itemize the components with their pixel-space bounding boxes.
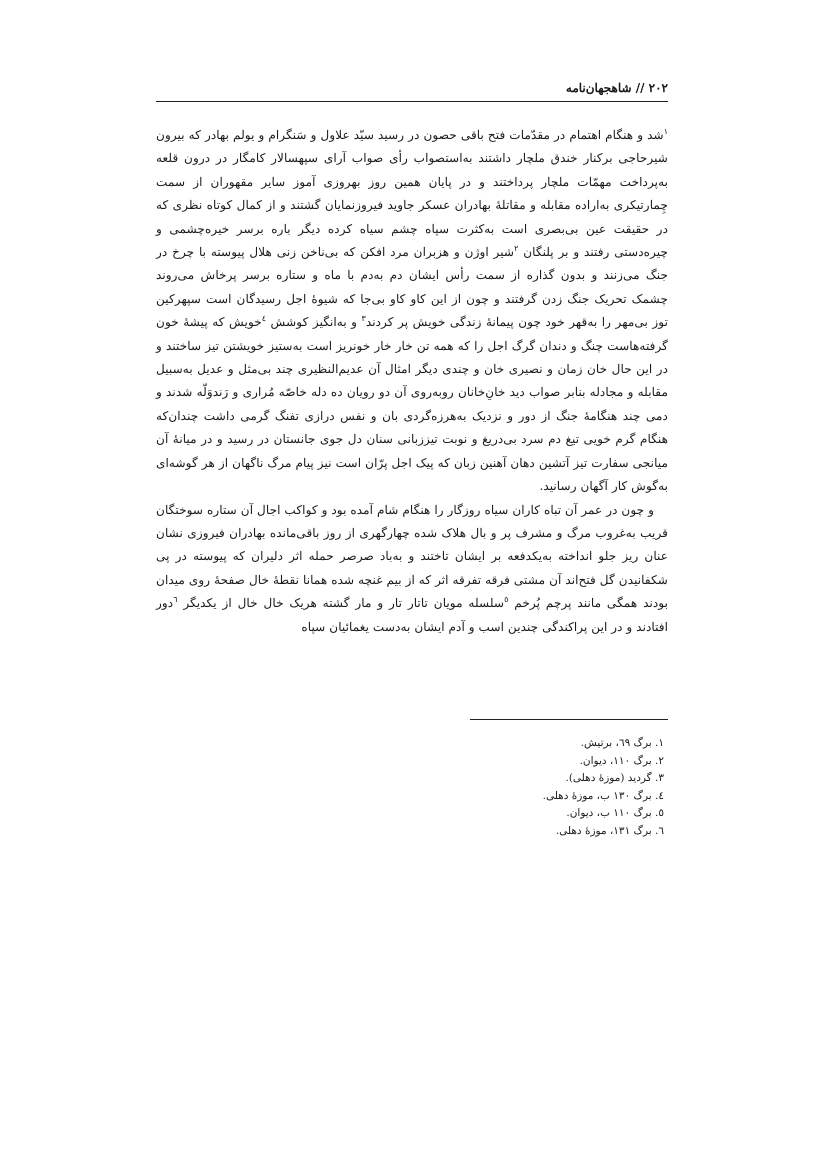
paragraph-2-part-1: و چون در عمر آن تباه کاران سیاه روزگار را هنگام شام آمده بود و کواکب اجال آن ستاره سوختگان قریب به‌غروب مرگ و مشرف پر و بال هلاک شده چهارگهری از روز باقی‌مانده بهادران فیروزی نشان عنان ریز جلو انداخته به‌یکدفعه بر ایشان تاختند و به‌باد صرصر حمله اثر دلیران که پیوسته در پی شکفانیدن گل فتح‌اند آن مشتی فرقه تفرقه اثر که از بیم غنچه شده همانا نقطهٔ خال صفحهٔ روی میدان بودند همگی مانند پرچم پُرخم [156,502,668,611]
running-header: ۲۰۲ // شاهجهان‌نامه [565,81,668,95]
footnote-item: ٦. برگ ۱۳۱، موزهٔ دهلی. [555,824,664,837]
paragraph-1-part-4: خویش که پیشهٔ خون گرفته‌هاست چنگ و دندان گرگ اجل را که همه تن خار خار خونریز است به‌ستیز خویشتن تیز ساختند و در این حال خان زمان و نصیری خان و چندی دیگر امثال آن عدیم‌النظیری چند بی‌مثل و عدیل به‌سبیل مقابله و مجادله بنابر صواب دید خان‌ِخانان روبه‌روی آن دو رویان ده دله خاصّه مُراری و رَندوَلّه شدند و دمی چند هنگامهٔ جنگ از دور و نزدیک به‌هرزه‌گردی بان و نفس درازی تفنگ گرمی داشت چندان‌که هنگام گرم خویی تیغ دم سرد بی‌دریغ و نوبت تیززبانی سنان دل جوی جانستان در رسید و در میانهٔ آن میانجی سفارت تیز آتشین دهان آهنین زبان که پیک اجل پرّان است نیز پیام مرگ ناگهان از هر گوشه‌ای به‌گوش کار آگهان رسانید. [156,315,668,494]
footnote-ref-1[interactable]: ۱ [663,127,668,136]
paragraph-1-part-2: شیر اوژن و هزبران مرد افکن که بی‌ناخن زنی هلال پیوسته با چرخ در جنگ می‌زنند و بدون گذاره از سمت رأس ایشان دم به‌دم با ماه و ستاره برسر پرخاش می‌روند چشمک تحریک جنگ زدن گرفتند و چون از این کاو کاو بی‌جا که شیوهٔ اجل رسیدگان است سپهرکین توز بی‌مهر را به‌قهر خود چون پیمانهٔ زندگی خویش پر کردند [156,245,668,330]
paragraph-1-part-1: شد و هنگام اهتمام در مقدّمات فتح باقی حصون در رسید سیّد علاول و سَنگرام و یولم بهادر که بیرون شیرحاجی برکنار خندق ملچار داشتند به‌استصواب رأی صواب آرای سپهسالار کامگار در درون قلعه به‌پرداخت مهمّات ملچار پرداختند و در پایان همین روز بهروزی آموز سایر مقهوران از سمت چِمارتیکری به‌اراده مقابله و مقاتلهٔ بهادران عسکر جاوید فیروزنمایان گشتند و از کمال کوتاه نظری که در حقیقت عین بی‌بصری است به‌کثرت سپاه چشم سیاه کرده دیگر باره برسر خیره‌چشمی و چیره‌دستی رفتند و بر پلنگان [156,128,668,260]
footnote-ref-4[interactable]: ٤ [261,314,267,324]
footnote-rule [470,719,668,720]
footnote-item: ٤. برگ ۱۳۰ ب، موزهٔ دهلی. [542,789,664,802]
footnote-ref-2[interactable]: ۲ [514,244,519,254]
footnote-ref-3[interactable]: ۳ [361,314,366,324]
footnote-item: ٥. برگ ۱۱۰ ب، دیوان. [566,807,664,820]
footnote-ref-5[interactable]: ٥ [504,595,509,605]
paragraph-1-part-3: و به‌انگیز کوشش [266,315,362,330]
footnote-ref-6[interactable]: ٦ [173,595,178,605]
paragraph-2 [156,499,668,639]
footnote-item: ۲. برگ ۱۱۰، دیوان. [579,754,664,767]
footnote-item: ۳. گردید (موزهٔ دهلی). [565,772,664,785]
paragraph-1 [156,124,668,499]
footnotes-list [420,735,668,841]
footnote-item: ۱. برگ ٦۹، برتیش. [580,737,664,749]
paragraph-2-part-3: دور افتادند و در این پراکندگی چندین اسب و آدم ایشان به‌دست یغمائیان سپاه [156,596,668,634]
header-rule [156,101,668,102]
main-text [156,124,668,639]
paragraph-2-part-2: سلسله مویان تاتار تار و مار گشته هریک خال خال از یکدیگر [177,596,505,611]
